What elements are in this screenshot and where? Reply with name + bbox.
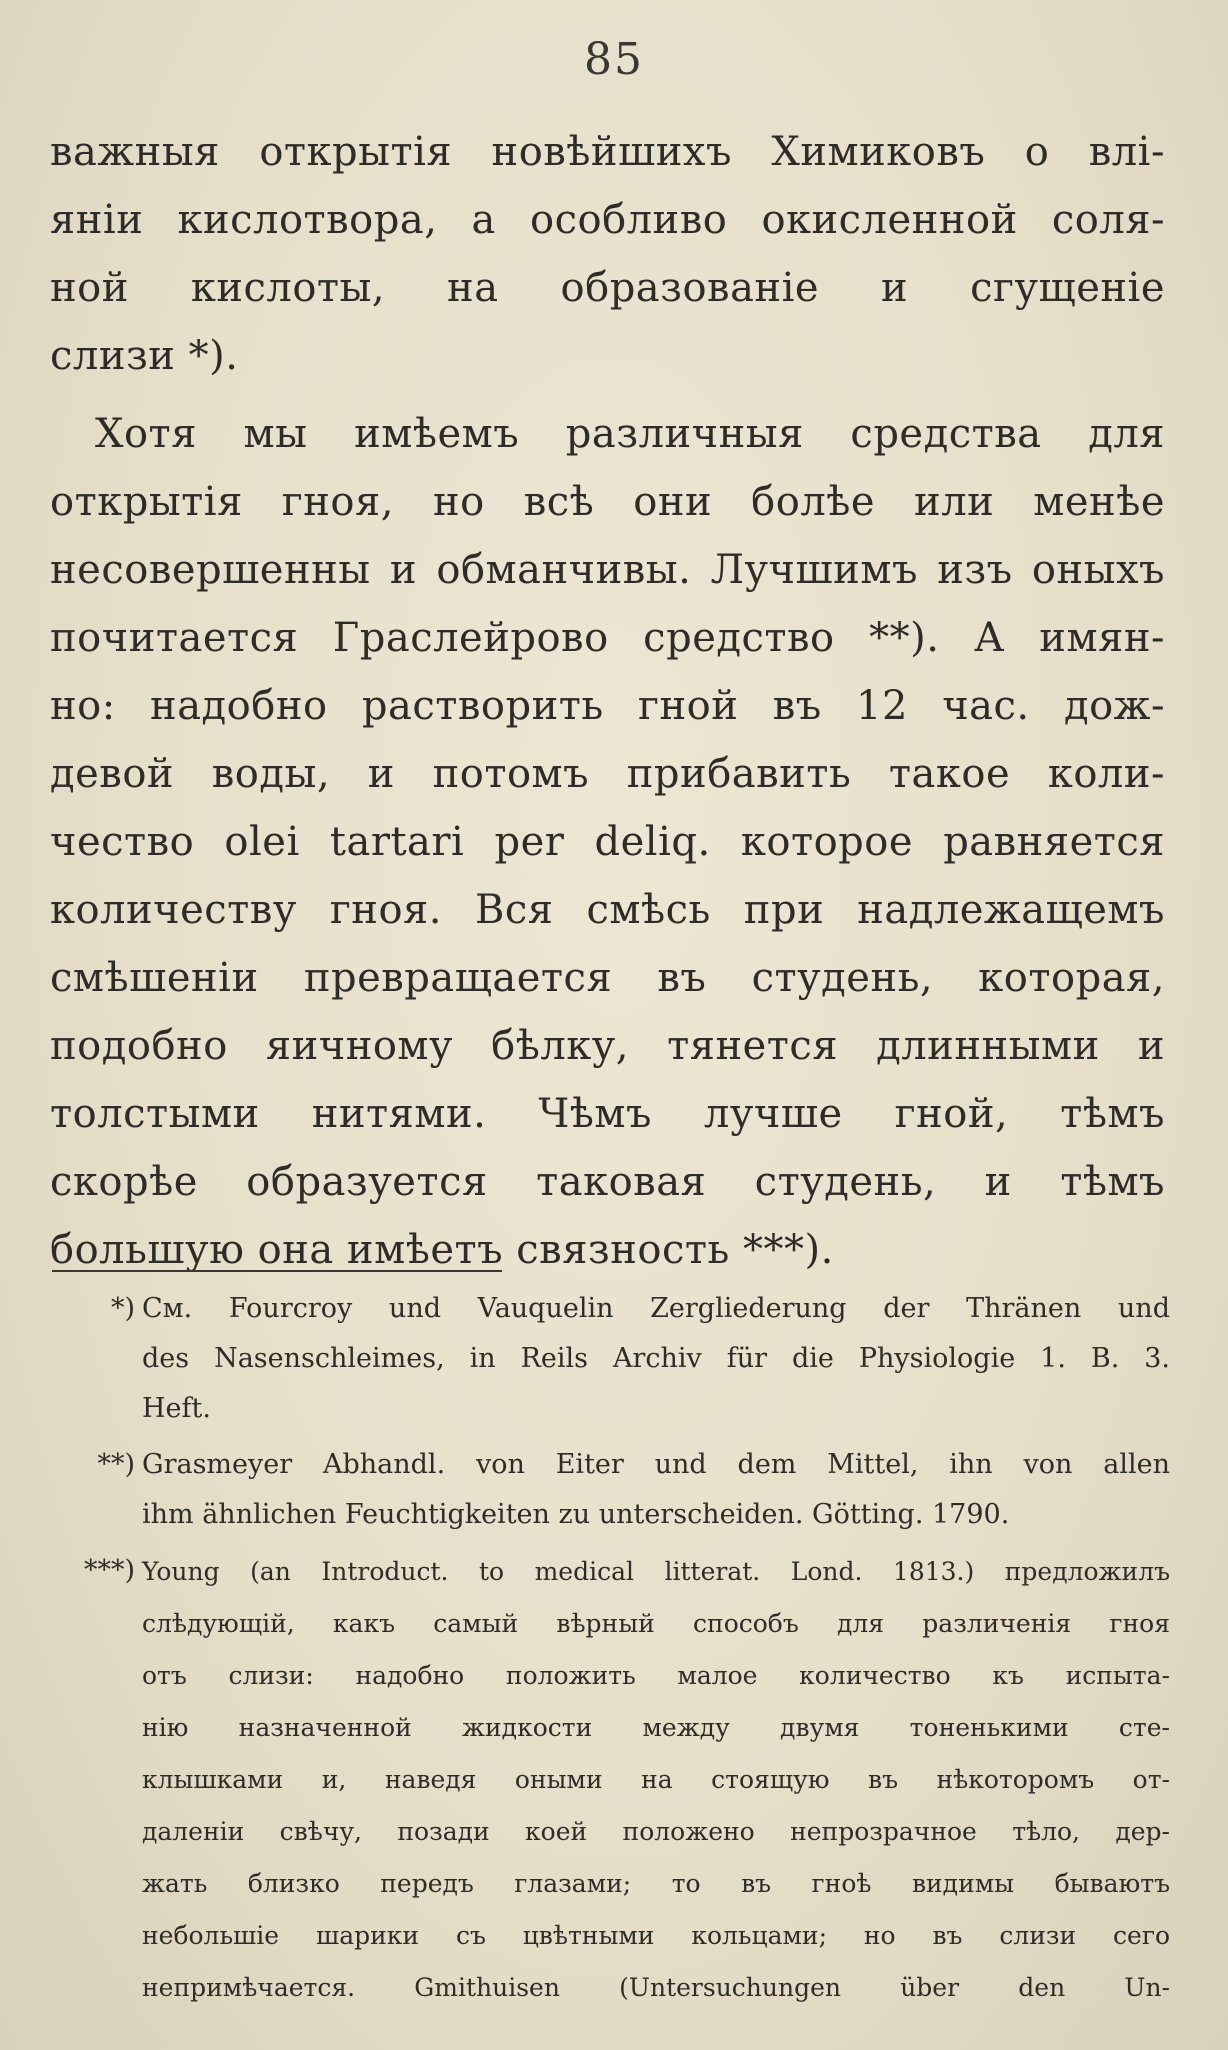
footnote-line: Heft.: [142, 1393, 211, 1424]
footnote-separator: [52, 1270, 502, 1272]
footnote-line: ihm ähnlichen Feuchtigkeiten zu unterscheiden. Götting. 1790.: [142, 1499, 1010, 1530]
footnote: [30, 1440, 1170, 1540]
text-line: слизи *).: [50, 333, 239, 379]
footnote-line: des Nasenschleimes, in Reils Archiv für die Physiologie 1. B. 3.: [142, 1343, 1170, 1374]
text-line: ной кислоты, на образованіе и сгущеніе: [50, 265, 1165, 311]
text-line: почитается Граслейрово средство **). А имян-: [50, 615, 1165, 661]
page-number: 85: [584, 34, 644, 85]
footnote: [30, 1284, 1170, 1434]
footnote-mark: *): [110, 1293, 135, 1324]
text-line: скорѣе образуется таковая студень, и тѣмъ: [50, 1159, 1165, 1205]
footnote-line: небольшіе шарики съ цвѣтными кольцами; но въ слизи сего: [142, 1921, 1170, 1950]
footnote-line: даленіи свѣчу, позади коей положено непрозрачное тѣло, дер-: [142, 1817, 1170, 1846]
footnote-line: нію назначенной жидкости между двумя тоненькими сте-: [142, 1713, 1170, 1742]
text-line: подобно яичному бѣлку, тянется длинными и: [50, 1023, 1165, 1069]
text-line: большую она имѣетъ связность ***).: [50, 1227, 834, 1273]
footnote-line: См. Fourcroy und Vauquelin Zergliederung der Thränen und: [142, 1293, 1170, 1324]
text-line: важныя открытія новѣйшихъ Химиковъ о влі-: [50, 129, 1165, 175]
text-line: количеству гноя. Вся смѣсь при надлежащемъ: [50, 887, 1165, 933]
footnote-line: Grasmeyer Abhandl. von Eiter und dem Mittel, ihn von allen: [142, 1449, 1170, 1480]
footnote-line: непримѣчается. Gmithuisen (Untersuchungen über den Un-: [142, 1973, 1170, 2002]
footnote: [30, 1546, 1170, 2014]
text-line: смѣшеніи превращается въ студень, которая,: [50, 955, 1165, 1001]
text-line: чество olei tartari per deliq. которое равняется: [50, 819, 1165, 865]
text-line: Хотя мы имѣемъ различныя средства для: [95, 411, 1165, 457]
footnote-line: Young (an Introduct. to medical litterat. Lond. 1813.) предложилъ: [142, 1557, 1170, 1586]
footnote-line: отъ слизи: надобно положить малое количество къ испыта-: [142, 1661, 1170, 1690]
text-line: открытія гноя, но всѣ они болѣе или менѣе: [50, 479, 1165, 525]
footnote-mark: **): [97, 1449, 135, 1480]
text-line: толстыми нитями. Чѣмъ лучше гной, тѣмъ: [50, 1091, 1165, 1137]
footnote-line: жать близко передъ глазами; то въ гноѣ видимы бываютъ: [142, 1869, 1170, 1898]
text-line: но: надобно растворить гной въ 12 час. дож-: [50, 683, 1165, 729]
text-line: яніи кислотвора, а особливо окисленной соля-: [50, 197, 1165, 243]
footnotes: [30, 1284, 1170, 2020]
text-line: девой воды, и потомъ прибавить такое коли-: [50, 751, 1165, 797]
footnote-mark: ***): [83, 1555, 135, 1586]
text-line: несовершенны и обманчивы. Лучшимъ изъ оныхъ: [50, 547, 1165, 593]
paragraph-gap: [50, 390, 1165, 400]
main-text: [50, 118, 1165, 1284]
footnote-line: слѣдующій, какъ самый вѣрный способъ для различенія гноя: [142, 1609, 1170, 1638]
footnote-line: клышками и, наведя оными на стоящую въ нѣкоторомъ от-: [142, 1765, 1170, 1794]
